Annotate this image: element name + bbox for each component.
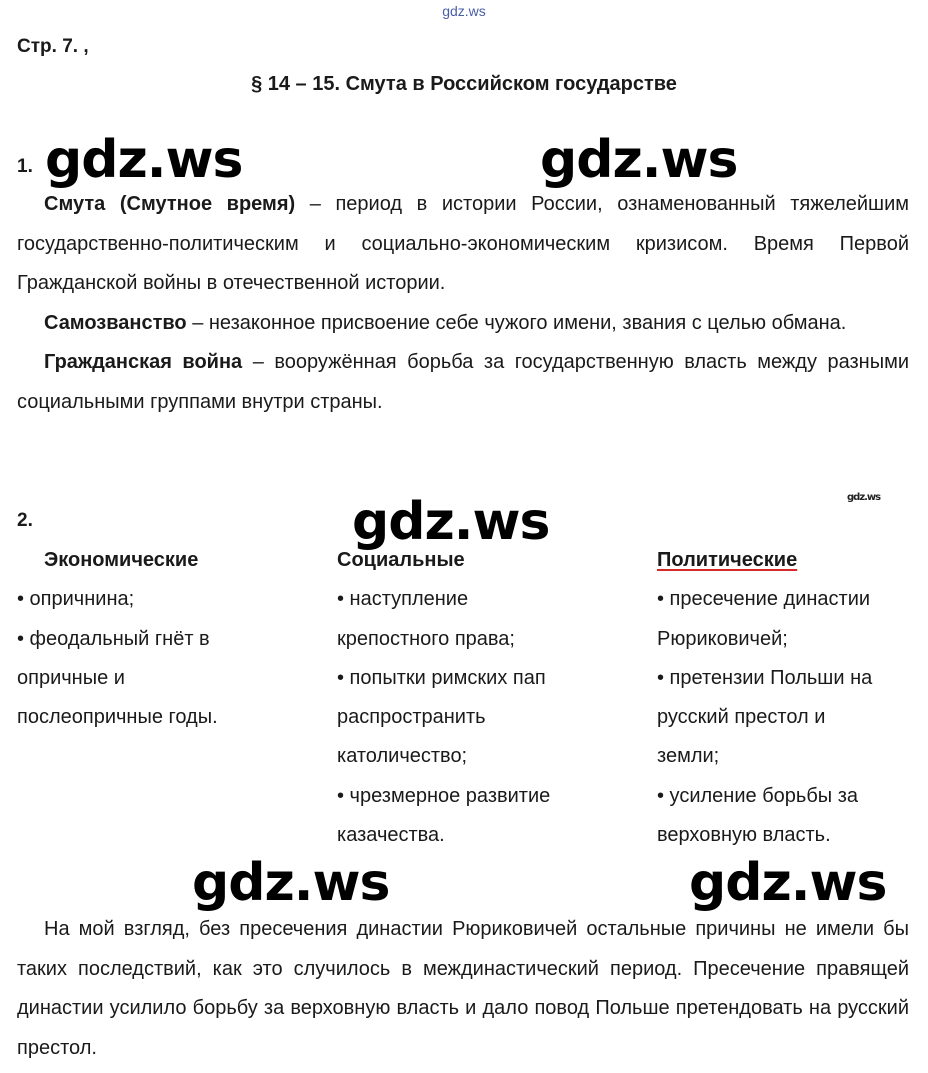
column-political — [657, 541, 922, 855]
column-social — [337, 541, 637, 855]
watermark-5: gdz.ws — [689, 853, 887, 913]
top-watermark: gdz.ws — [442, 3, 486, 19]
column-item: • пресечение династии Рюриковичей; — [657, 588, 871, 650]
page-label: Стр. 7. , — [17, 36, 89, 57]
column-item: • усиление борьбы за верховную власть. — [657, 784, 858, 847]
column-item: • опричнина; — [17, 588, 135, 611]
task-2-number: 2. — [17, 510, 33, 531]
column-item: • чрезмерное развитие казачества. — [337, 784, 551, 847]
definition-text: – вооружённая борьба за государственную власть между разными социальными группами внутри страны. — [17, 351, 909, 413]
column-item: • феодальный гнёт в опричные и послеопричные годы. — [17, 627, 218, 729]
column-title: Политические — [657, 549, 798, 571]
column-item: • попытки римских пап распространить католичество; — [337, 666, 546, 768]
definition-term: Гражданская война — [44, 351, 243, 373]
watermark-2: gdz.ws — [540, 130, 738, 190]
definition-term: Смута (Смутное время) — [44, 193, 296, 215]
definition-samozvanstvo — [17, 304, 909, 344]
definition-smuta — [17, 185, 909, 304]
section-heading: § 14 – 15. Смута в Российском государстве — [251, 73, 677, 95]
watermark-3: gdz.ws — [352, 492, 550, 552]
watermark-1: gdz.ws — [45, 130, 243, 190]
definition-text: – период в истории России, ознаменованный тяжелейшим государственно-политическим и социально-экономическим кризисом. Время Первой Гражданской войны в отечественной истории. — [17, 193, 909, 294]
conclusion-paragraph: На мой взгляд, без пресечения династии Рюриковичей остальные причины не имели бы таких последствий, как это случилось в междинастический период. Пресечение правящей династии усилило борьбу за верховную власть и дало повод Польше претендовать на русский престол. — [17, 918, 909, 1059]
column-item: • наступление крепостного права; — [337, 588, 515, 650]
column-item: • претензии Польши на русский престол и земли; — [657, 666, 873, 768]
task-2-conclusion — [17, 910, 909, 1068]
watermark-small: gdz.ws — [847, 492, 881, 503]
definition-civil-war — [17, 343, 909, 422]
column-title: Экономические — [44, 549, 199, 571]
definition-text: – незаконное присвоение себе чужого имени, звания с целью обмана. — [186, 311, 847, 334]
watermark-4: gdz.ws — [192, 853, 390, 913]
column-title: Социальные — [337, 549, 465, 571]
definition-term: Самозванство — [44, 311, 187, 334]
task-1-number: 1. — [17, 156, 33, 177]
column-economic — [17, 541, 317, 737]
task-1-definitions — [17, 185, 909, 422]
